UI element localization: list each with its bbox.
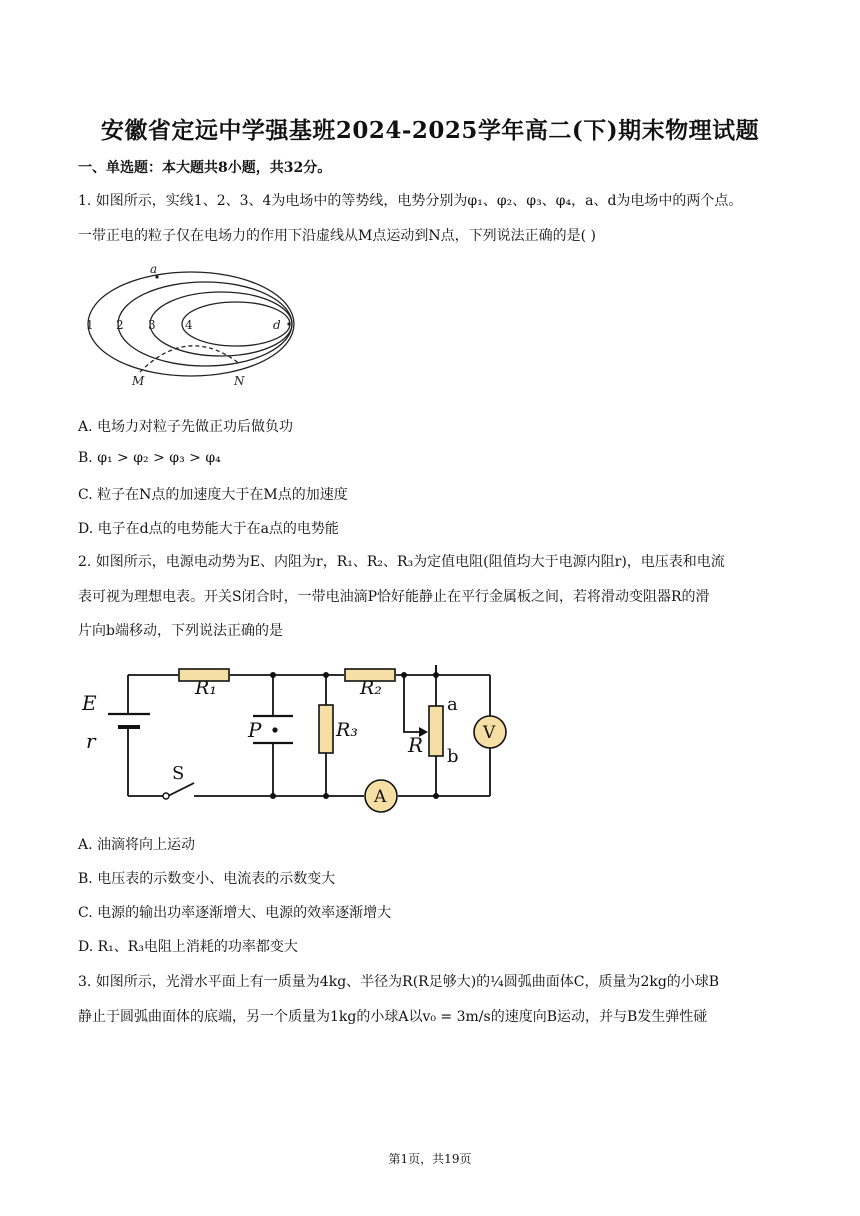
page-title: 安徽省定远中学强基班2024-2025学年高二(下)期末物理试题 <box>100 117 760 144</box>
junction-dot <box>323 672 329 678</box>
rheostat-R <box>429 706 443 756</box>
q2-stem-line2: 表可视为理想电表。开关S闭合时，一带电油滴P恰好能静止在平行金属板之间，若将滑动变阻器R的滑 <box>78 589 710 605</box>
q1-option-a: A. 电场力对粒子先做正功后做负功 <box>78 419 294 435</box>
label-3: 3 <box>148 318 156 332</box>
point-d <box>287 322 290 325</box>
label-R: R <box>408 733 424 757</box>
oil-drop-P <box>272 727 277 732</box>
q2-circuit-figure <box>78 650 518 815</box>
q1-equipotential-figure <box>78 262 308 392</box>
q1-option-b: B. φ₁ > φ₂ > φ₃ > φ₄ <box>78 450 221 466</box>
switch-contact <box>163 793 169 799</box>
q2-stem-line1: 2. 如图所示，电源电动势为E、内阻为r，R₁、R₂、R₃为定值电阻(阻值均大于电源内阻r)，电压表和电流 <box>78 554 725 570</box>
junction-dot <box>270 672 276 678</box>
resistor-R3 <box>319 705 333 753</box>
label-R2: R₂ <box>360 677 382 699</box>
q2-option-d: D. R₁、R₃电阻上消耗的功率都变大 <box>78 939 298 955</box>
label-b: b <box>447 746 459 767</box>
label-1: 1 <box>86 318 94 332</box>
q3-stem-line2: 静止于圆弧曲面体的底端，另一个质量为1kg的小球A以v₀ = 3m/s的速度向B运动，并与B发生弹性碰 <box>78 1009 708 1025</box>
label-R1: R₁ <box>195 677 217 699</box>
label-S: S <box>172 763 185 784</box>
label-a: a <box>150 262 158 276</box>
label-E: E <box>82 691 97 715</box>
q2-stem-line3: 片向b端移动，下列说法正确的是 <box>78 623 283 639</box>
junction-dot <box>433 793 439 799</box>
junction-dot <box>270 793 276 799</box>
label-R3: R₃ <box>336 719 358 741</box>
switch-blade <box>168 783 194 796</box>
q2-option-a: A. 油滴将向上运动 <box>78 837 196 853</box>
q1-option-d: D. 电子在d点的电势能大于在a点的电势能 <box>78 521 339 537</box>
slider-wire <box>404 675 426 732</box>
junction-dot <box>323 793 329 799</box>
label-4: 4 <box>185 318 193 332</box>
equipotential-line-3 <box>150 292 292 356</box>
section-heading: 一、单选题：本大题共8小题，共32分。 <box>78 160 332 176</box>
q1-option-c: C. 粒子在N点的加速度大于在M点的加速度 <box>78 487 348 503</box>
junction-dot <box>401 672 407 678</box>
label-M: M <box>132 374 145 388</box>
ammeter-label: A <box>374 787 387 807</box>
label-d: d <box>273 318 281 332</box>
junction-dot <box>433 672 439 678</box>
label-a: a <box>447 694 458 715</box>
label-2: 2 <box>116 318 124 332</box>
q3-stem-line1: 3. 如图所示，光滑水平面上有一质量为4kg、半径为R(R足够大)的¼圆弧曲面体C，质量为2kg的小球B <box>78 974 720 990</box>
q1-stem-line1: 1. 如图所示，实线1、2、3、4为电场中的等势线，电势分别为φ₁、φ₂、φ₃、φ₄，a、d为电场中的两个点。 <box>78 193 743 209</box>
label-P: P <box>248 718 262 742</box>
equipotential-line-2 <box>118 282 292 366</box>
label-N: N <box>234 374 245 388</box>
page-footer: 第1页，共19页 <box>388 1152 472 1166</box>
q1-stem-line2: 一带正电的粒子仅在电场力的作用下沿虚线从M点运动到N点，下列说法正确的是( ) <box>78 228 596 244</box>
q2-option-b: B. 电压表的示数变小、电流表的示数变大 <box>78 871 336 887</box>
q2-option-c: C. 电源的输出功率逐渐增大、电源的效率逐渐增大 <box>78 905 392 921</box>
voltmeter-label: V <box>483 723 496 743</box>
label-r: r <box>86 729 96 753</box>
